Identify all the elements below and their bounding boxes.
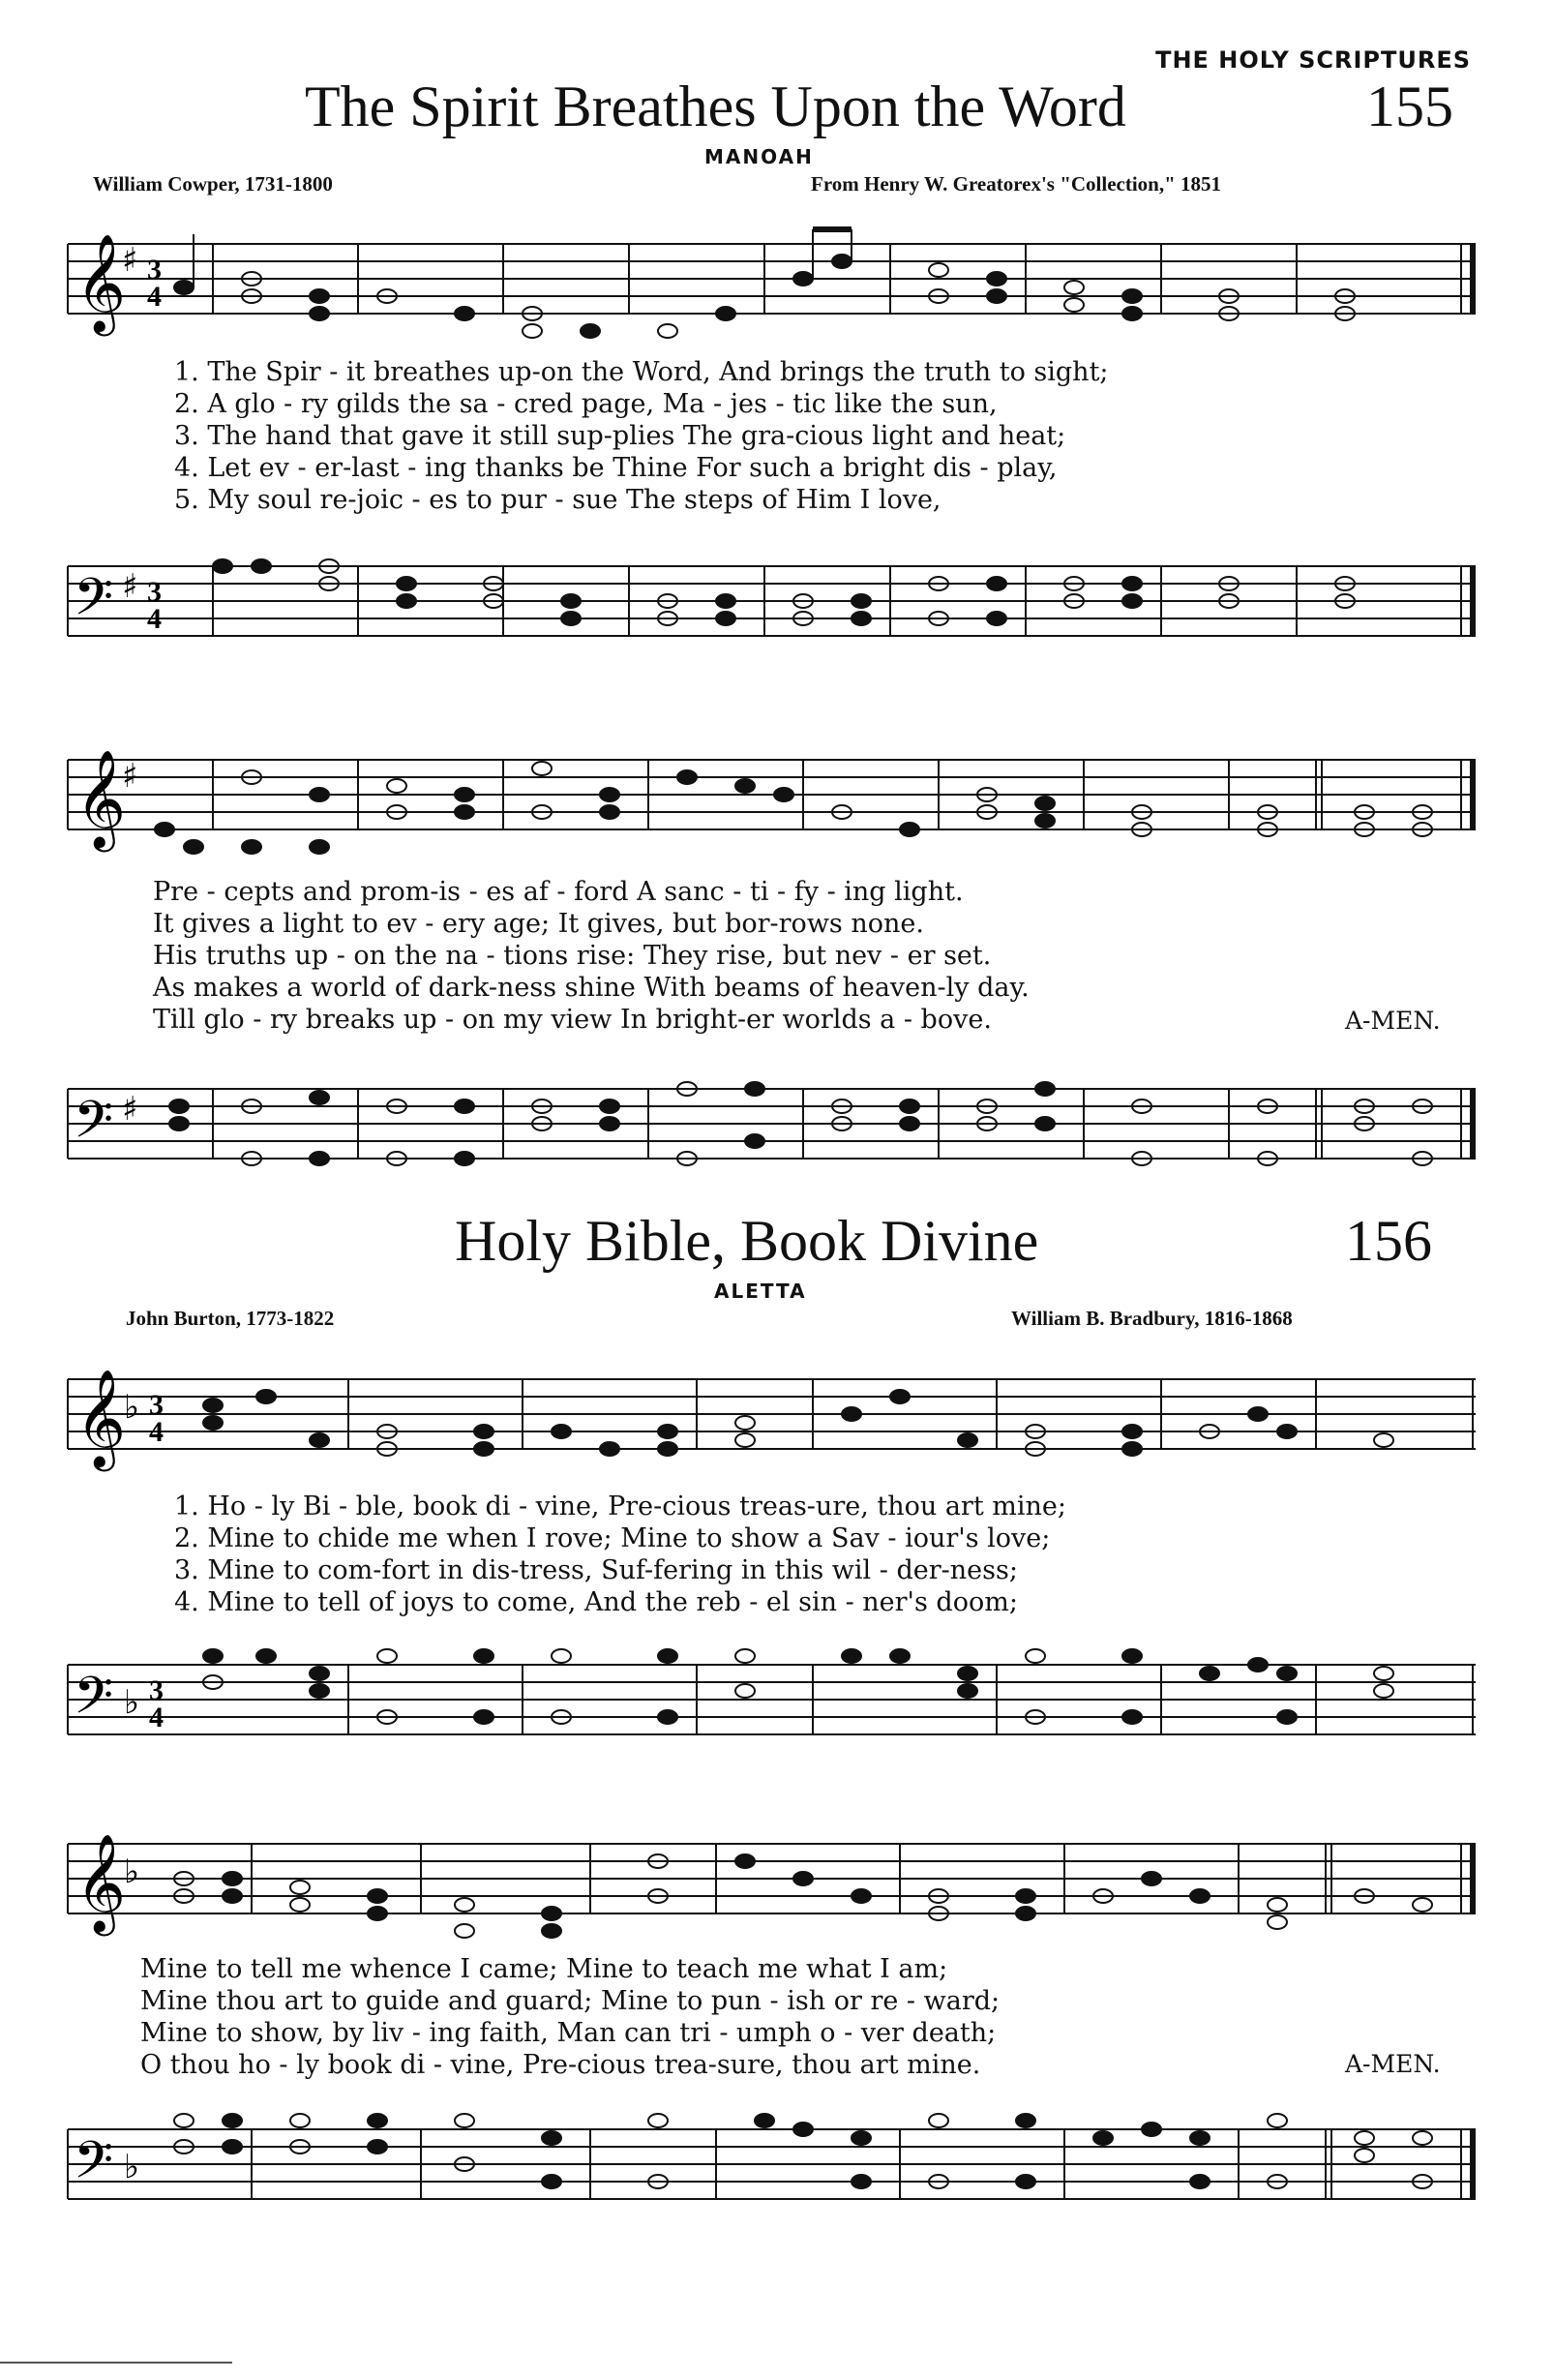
footer-rule — [0, 2362, 232, 2364]
hymn-156-composer: William B. Bradbury, 1816-1868 — [1011, 1307, 1293, 1330]
hymn-155-system2-treble-staff — [68, 740, 1476, 857]
lyric-verse-3: His truths up - on the na - tions rise: They rise, but nev - er set. — [153, 941, 992, 971]
sharp-icon: ♯ — [122, 567, 138, 606]
hymn-155-amen: A-MEN. — [1345, 1007, 1441, 1035]
sharp-icon: ♯ — [122, 1090, 138, 1129]
lyric-verse-3: 3. Mine to com-fort in dis-tress, Suf-fering in this wil - der-ness; — [174, 1555, 1018, 1585]
bass-staff-svg — [68, 1636, 1476, 1752]
hymn-156-author: John Burton, 1773-1822 — [126, 1307, 335, 1330]
hymn-155-author: William Cowper, 1731-1800 — [93, 172, 333, 196]
treble-clef-icon: 𝄞 — [75, 748, 127, 848]
hymn-155-system1-treble-staff — [68, 225, 1476, 341]
bass-clef-icon: 𝄢 — [74, 568, 114, 640]
bass-staff-svg — [68, 2100, 1476, 2216]
lyric-verse-2: It gives a light to ev - ery age; It gives, but bor-rows none. — [153, 909, 924, 939]
flat-icon: ♭ — [124, 1683, 140, 1722]
svg-text:4: 4 — [147, 281, 162, 313]
hymn-156-tune: ALETTA — [714, 1280, 807, 1303]
treble-staff-svg — [68, 225, 1476, 341]
hymn-156-system1-treble-staff — [68, 1360, 1476, 1476]
bass-clef-icon: 𝄢 — [74, 1091, 114, 1162]
hymn-156-system1-bass-staff — [68, 1636, 1476, 1752]
bass-staff-svg — [68, 537, 1476, 653]
lyric-verse-3: Mine to show, by liv - ing faith, Man can tri - umph o - ver death; — [140, 2018, 997, 2048]
svg-text:3: 3 — [149, 1674, 164, 1706]
bass-staff-svg — [68, 1060, 1476, 1176]
hymn-155-number: 155 — [1366, 75, 1453, 138]
lyric-verse-1: 1. Ho - ly Bi - ble, book di - vine, Pre-cious treas-ure, thou art mine; — [174, 1491, 1066, 1521]
lyric-verse-5: Till glo - ry breaks up - on my view In bright-er worlds a - bove. — [153, 1005, 992, 1035]
bass-clef-icon: 𝄢 — [74, 1667, 114, 1738]
hymn-156-amen: A-MEN. — [1345, 2050, 1441, 2078]
hymn-156-system2-lyrics — [140, 1953, 1000, 2081]
lyric-verse-4: As makes a world of dark-ness shine With beams of heaven-ly day. — [153, 973, 1030, 1003]
hymn-155-system1-lyrics — [174, 356, 1109, 516]
svg-text:3: 3 — [147, 254, 162, 286]
hymn-155-title: The Spirit Breathes Upon the Word — [305, 75, 1126, 138]
flat-icon: ♭ — [124, 1388, 140, 1427]
flat-icon: ♭ — [124, 1853, 140, 1891]
hymn-155-tune: MANOAH — [704, 145, 814, 168]
lyric-verse-1: 1. The Spir - it breathes up-on the Word, And brings the truth to sight; — [174, 357, 1109, 387]
treble-clef-icon: 𝄞 — [75, 232, 127, 332]
lyric-verse-1: Pre - cepts and prom-is - es af - ford A sanc - ti - fy - ing light. — [153, 877, 964, 907]
treble-staff-svg — [68, 1360, 1476, 1476]
hymn-155-system1-bass-staff — [68, 537, 1476, 653]
hymn-155-system2-lyrics — [153, 876, 1030, 1036]
bass-clef-icon: 𝄢 — [74, 2131, 114, 2203]
hymn-156-system2-treble-staff — [68, 1824, 1476, 1941]
svg-text:3: 3 — [147, 576, 162, 608]
lyric-verse-1: Mine to tell me whence I came; Mine to teach me what I am; — [140, 1954, 948, 1984]
lyric-verse-2: 2. Mine to chide me when I rove; Mine to show a Sav - iour's love; — [174, 1523, 1051, 1553]
svg-text:4: 4 — [149, 1416, 164, 1448]
treble-clef-icon: 𝄞 — [75, 1832, 127, 1932]
hymn-156-title: Holy Bible, Book Divine — [455, 1209, 1039, 1273]
svg-text:4: 4 — [147, 603, 162, 635]
svg-text:4: 4 — [149, 1702, 164, 1733]
lyric-verse-4: 4. Let ev - er-last - ing thanks be Thine For such a bright dis - play, — [174, 453, 1058, 483]
sharp-icon: ♯ — [122, 757, 138, 796]
treble-clef-icon: 𝄞 — [75, 1368, 127, 1467]
hymn-156-number: 156 — [1345, 1209, 1432, 1273]
lyric-verse-2: 2. A glo - ry gilds the sa - cred page, Ma - jes - tic like the sun, — [174, 389, 998, 419]
lyric-verse-3: 3. The hand that gave it still sup-plies The gra-cious light and heat; — [174, 421, 1066, 451]
flat-icon: ♭ — [124, 2148, 140, 2186]
treble-staff-svg — [68, 1824, 1476, 1941]
hymn-155-composer: From Henry W. Greatorex's "Collection," 1851 — [811, 172, 1222, 196]
lyric-verse-4: O thou ho - ly book di - vine, Pre-cious trea-sure, thou art mine. — [140, 2050, 981, 2080]
hymn-155-system2-bass-staff — [68, 1060, 1476, 1176]
section-heading: THE HOLY SCRIPTURES — [1155, 46, 1471, 74]
treble-staff-svg — [68, 740, 1476, 857]
svg-text:3: 3 — [149, 1389, 164, 1421]
hymn-156-system2-bass-staff — [68, 2100, 1476, 2216]
lyric-verse-5: 5. My soul re-joic - es to pur - sue The steps of Him I love, — [174, 485, 941, 515]
hymn-156-system1-lyrics — [174, 1491, 1066, 1618]
lyric-verse-4: 4. Mine to tell of joys to come, And the reb - el sin - ner's doom; — [174, 1587, 1018, 1617]
lyric-verse-2: Mine thou art to guide and guard; Mine to pun - ish or re - ward; — [140, 1986, 1001, 2016]
sharp-icon: ♯ — [122, 241, 138, 280]
